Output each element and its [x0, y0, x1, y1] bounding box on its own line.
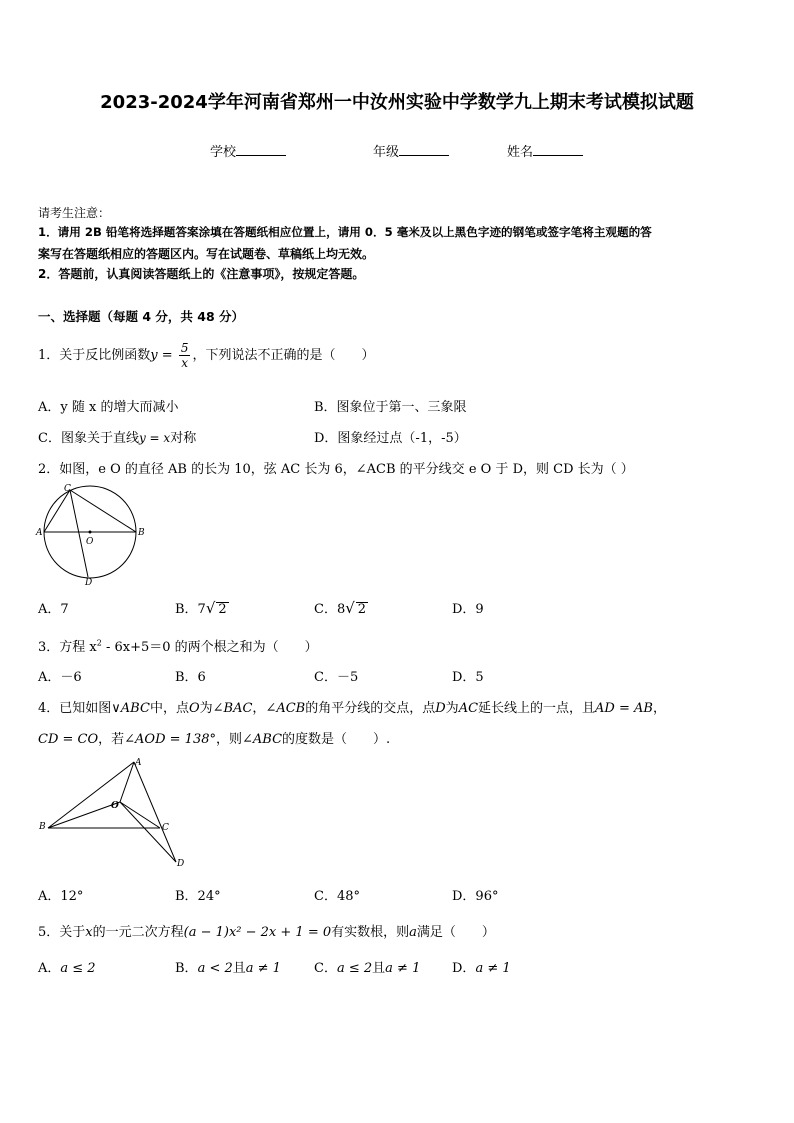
q4-option-d: D．96° [452, 889, 499, 904]
q2-option-c-radicand: 2 [357, 602, 367, 617]
q4-option-c: C．48° [314, 889, 360, 904]
q2-chord-cd [70, 490, 88, 577]
q4-label-a: A [135, 758, 142, 768]
q5-math-3: a [409, 925, 417, 940]
q1-prefix: 1．关于反比例函数 [38, 348, 151, 363]
q5-option-d-label: D． [452, 961, 476, 976]
q4-text-4: ， [252, 701, 266, 716]
question-2-stem: 2．如图，e O 的直径 AB 的长为 10，弦 AC 长为 6，∠ACB 的平分线交 e O 于 D，则 CD 长为（ ） [38, 462, 634, 477]
q3-suffix: - 6x+5＝0 的两个根之和为（ ） [101, 640, 318, 655]
q1-suffix: ，下列说法不正确的是（ ） [192, 348, 375, 363]
q2-label-c: C [64, 484, 71, 494]
q5-option-c-math-2: a ≠ 1 [385, 961, 421, 976]
q4-text-6: 为 [445, 701, 459, 716]
q4-math-8: CD = CO [38, 732, 99, 747]
q2-option-c-radical-icon: √ [345, 599, 355, 617]
q1-option-c [38, 427, 196, 446]
school-field [210, 141, 286, 160]
q4-text-8: ， [652, 701, 666, 716]
grade-field [373, 141, 449, 160]
question-4-line-1 [38, 697, 666, 716]
q2-option-a: A．7 [38, 602, 69, 617]
q5-option-b [175, 957, 281, 976]
q5-math-1: x [85, 925, 93, 940]
q1-option-d: D．图象经过点（-1，-5） [314, 431, 467, 446]
name-blank [533, 143, 583, 156]
name-label: 姓名 [507, 145, 534, 160]
q4-text-7: 延长线上的一点，且 [478, 701, 596, 716]
q4-math-5: D [435, 701, 446, 716]
section-heading: 一、选择题（每题 4 分，共 48 分） [38, 309, 245, 324]
q2-option-b-radical-icon: √ [205, 599, 216, 617]
q3-option-b: B．6 [175, 670, 206, 685]
q5-option-b-math-2: a ≠ 1 [245, 961, 281, 976]
q4-math-2: O [188, 701, 200, 716]
q3-prefix: 3．方程 x [38, 640, 97, 655]
q5-text-3: 有实数根，则 [331, 925, 410, 940]
q2-label-a: A [36, 528, 43, 538]
question-3-stem [38, 636, 318, 655]
q4-text-9: ，若 [98, 732, 125, 747]
q4-text-3: 为 [199, 701, 213, 716]
q2-circle-figure [34, 482, 146, 586]
q2-chord-bc [70, 490, 136, 532]
q4-line-bo [48, 802, 120, 828]
q3-sup: 2 [96, 638, 102, 648]
q4-text-5: 的角平分线的交点，点 [305, 701, 436, 716]
q3-option-d: D．5 [452, 670, 484, 685]
q2-label-o: O [86, 537, 94, 547]
q4-label-o: O [111, 801, 119, 811]
q1-numerator: 5 [180, 341, 189, 355]
q4-text-1: 4．已知如图 [38, 701, 112, 716]
q5-option-a-math: a ≤ 2 [60, 961, 96, 976]
q2-option-b [175, 598, 229, 617]
q1-option-c-prefix: C．图象关于直线 [38, 431, 139, 446]
q1-option-c-suffix: 对称 [170, 431, 197, 446]
q5-option-b-math-1: a < 2 [197, 961, 233, 976]
q1-fraction [179, 341, 191, 370]
q1-denominator: x [181, 356, 189, 370]
q5-option-a-label: A． [38, 961, 61, 976]
q4-text-10: ，则 [216, 732, 243, 747]
q5-option-b-label: B． [175, 961, 198, 976]
q5-option-d-math: a ≠ 1 [475, 961, 511, 976]
school-blank [236, 143, 286, 156]
q4-text-11: 的度数是（ ）. [282, 732, 391, 747]
q1-y: y [150, 348, 158, 363]
q4-math-7: AD = AB [595, 701, 653, 716]
q5-option-c-and: 且 [372, 961, 386, 976]
q4-math-1: ∨ABC [111, 701, 150, 716]
q1-option-b: B．图象位于第一、三象限 [314, 400, 467, 415]
q2-option-d: D．9 [452, 602, 484, 617]
q5-option-c-math-1: a ≤ 2 [336, 961, 373, 976]
q5-option-b-and: 且 [232, 961, 246, 976]
q4-line-ad [134, 762, 176, 862]
q1-option-a: A．y 随 x 的增大而减小 [38, 400, 179, 415]
q4-math-4: ∠ACB [265, 701, 306, 716]
q1-option-c-math: y = x [138, 431, 171, 445]
question-4-line-2 [38, 728, 390, 747]
q1-eq: = [161, 348, 173, 363]
q2-center-dot [89, 531, 92, 534]
q2-option-b-prefix: B．7 [175, 602, 206, 617]
q4-label-c: C [162, 823, 169, 833]
question-1-stem [38, 338, 374, 374]
q4-side-ab [48, 762, 134, 828]
q5-math-2: (a − 1)x² − 2x + 1 = 0 [183, 925, 332, 940]
question-5-stem [38, 921, 495, 940]
q4-option-a: A．12° [38, 889, 84, 904]
q3-option-a: A．－6 [38, 670, 82, 685]
q4-triangle-figure [36, 756, 196, 870]
q4-label-d: D [177, 859, 185, 869]
q2-option-b-radicand: 2 [218, 602, 227, 617]
notice-line-1a: 1．请用 2B 铅笔将选择题答案涂填在答题纸相应位置上，请用 0．5 毫米及以上黑色字迹的钢笔或签字笔将主观题的答 [38, 225, 652, 239]
notice-line-1b: 案写在答题纸相应的答题区内。写在试题卷、草稿纸上均无效。 [38, 247, 375, 261]
notice-heading: 请考生注意： [38, 206, 111, 220]
q5-option-c [314, 957, 420, 976]
q2-label-d: D [85, 578, 93, 586]
q4-text-2: 中，点 [149, 701, 189, 716]
q2-chord-ac [44, 490, 70, 532]
q5-text-4: 满足（ ） [416, 925, 495, 940]
q2-option-c-prefix: C．8 [314, 602, 346, 617]
q5-text-1: 5．关于 [38, 925, 86, 940]
q5-option-a [38, 957, 96, 976]
q5-text-2: 的一元二次方程 [92, 925, 184, 940]
q4-math-9: ∠AOD = 138° [124, 732, 216, 747]
q3-option-c: C．－5 [314, 670, 359, 685]
grade-label: 年级 [373, 145, 400, 160]
q2-option-c [314, 598, 368, 617]
q4-math-3: ∠BAC [212, 701, 253, 716]
q4-option-b: B．24° [175, 889, 221, 904]
q5-option-c-label: C． [314, 961, 337, 976]
q4-label-b: B [39, 822, 46, 832]
document-title: 2023-2024学年河南省郑州一中汝州实验中学数学九上期末考试模拟试题 [100, 92, 694, 113]
notice-line-2: 2．答题前，认真阅读答题纸上的《注意事项》，按规定答题。 [38, 267, 365, 281]
q4-math-10: ∠ABC [242, 732, 283, 747]
q4-math-6: AC [458, 701, 479, 716]
q5-option-d [452, 957, 511, 976]
name-field [507, 141, 583, 160]
school-label: 学校 [210, 145, 237, 160]
grade-blank [399, 143, 449, 156]
q2-label-b: B [138, 528, 145, 538]
